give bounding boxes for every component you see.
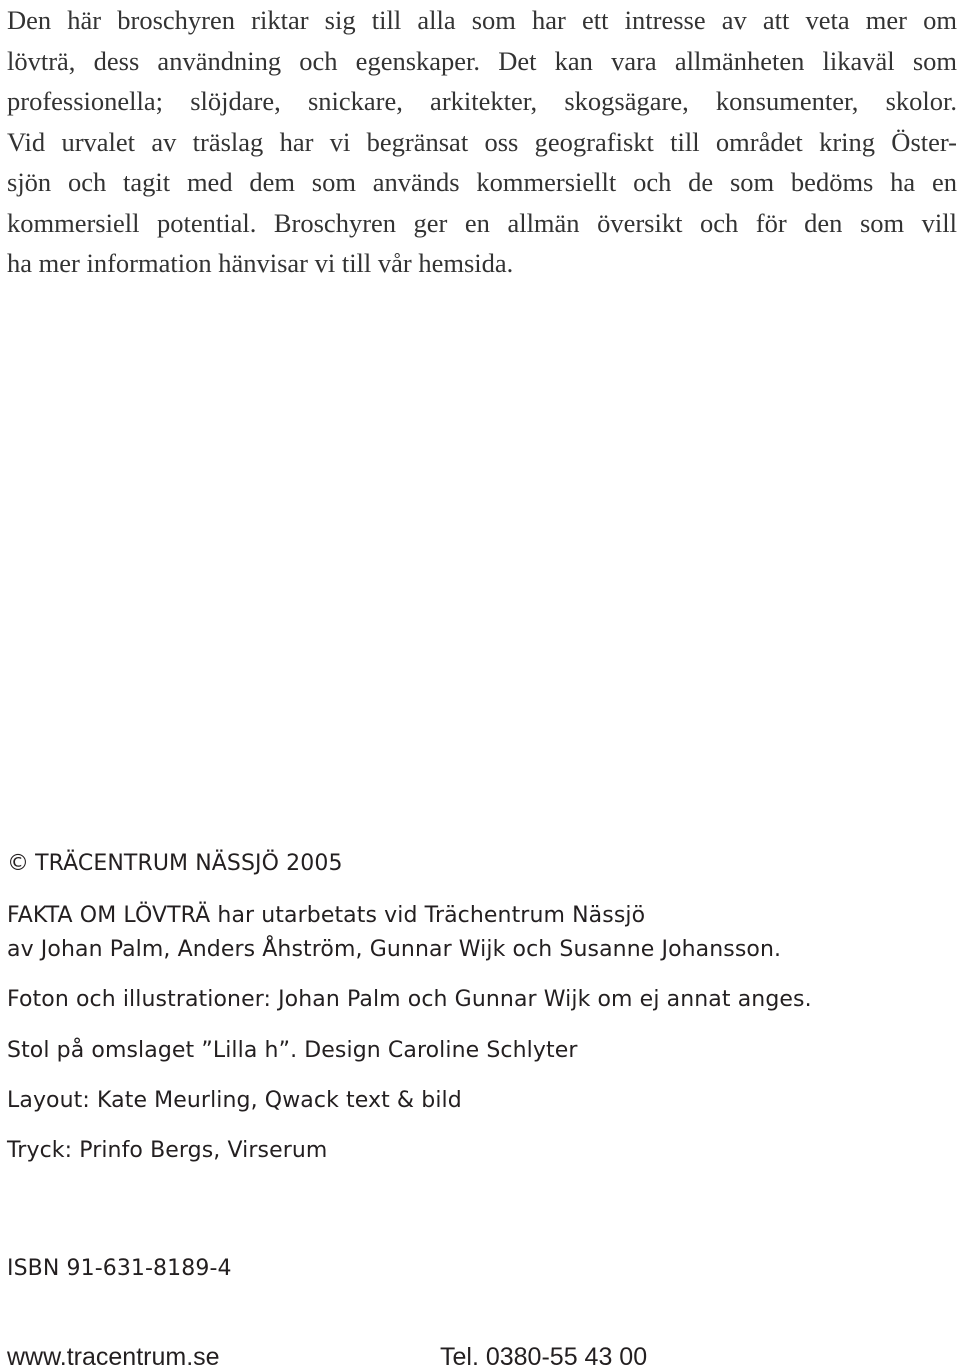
copyright-text: TRÄCENTRUM NÄSSJÖ 2005 — [35, 851, 343, 876]
phone-number: Tel. 0380-55 43 00 — [440, 1343, 648, 1371]
intro-line: professionella; slöjdare, snickare, arkitekter, skogsägare, konsumenter, skolor. — [7, 86, 957, 116]
isbn: ISBN 91-631-8189-4 — [7, 1256, 232, 1281]
copyright-icon: © — [7, 851, 30, 876]
intro-paragraph — [7, 0, 957, 284]
intro-line: kommersiell potential. Broschyren ger en allmän översikt och för den som vill — [7, 207, 957, 238]
copyright-line — [7, 851, 343, 876]
intro-line: Den här broschyren riktar sig till alla som har ett intresse av att veta mer om — [7, 5, 957, 35]
chair-credits: Stol på omslaget ”Lilla h”. Design Caroline Schlyter — [7, 1038, 578, 1063]
fakta-line-2: av Johan Palm, Anders Åhström, Gunnar Wijk och Susanne Johansson. — [7, 937, 782, 962]
fakta-line-1: FAKTA OM LÖVTRÄ har utarbetats vid Trächentrum Nässjö — [7, 903, 646, 928]
website-link[interactable]: www.tracentrum.se — [7, 1343, 220, 1371]
intro-line: ha mer information hänvisar vi till vår hemsida. — [7, 248, 514, 278]
intro-line: lövträ, dess användning och egenskaper. Det kan vara allmänheten likaväl som — [7, 45, 957, 76]
intro-line: sjön och tagit med dem som används kommersiellt och de som bedöms ha en — [7, 167, 957, 197]
layout-credits: Layout: Kate Meurling, Qwack text & bild — [7, 1088, 462, 1113]
print-credits: Tryck: Prinfo Bergs, Virserum — [7, 1138, 328, 1163]
intro-line: Vid urvalet av träslag har vi begränsat oss geografiskt till området kring Öster- — [7, 126, 957, 157]
photo-credits: Foton och illustrationer: Johan Palm och Gunnar Wijk om ej annat anges. — [7, 987, 812, 1012]
